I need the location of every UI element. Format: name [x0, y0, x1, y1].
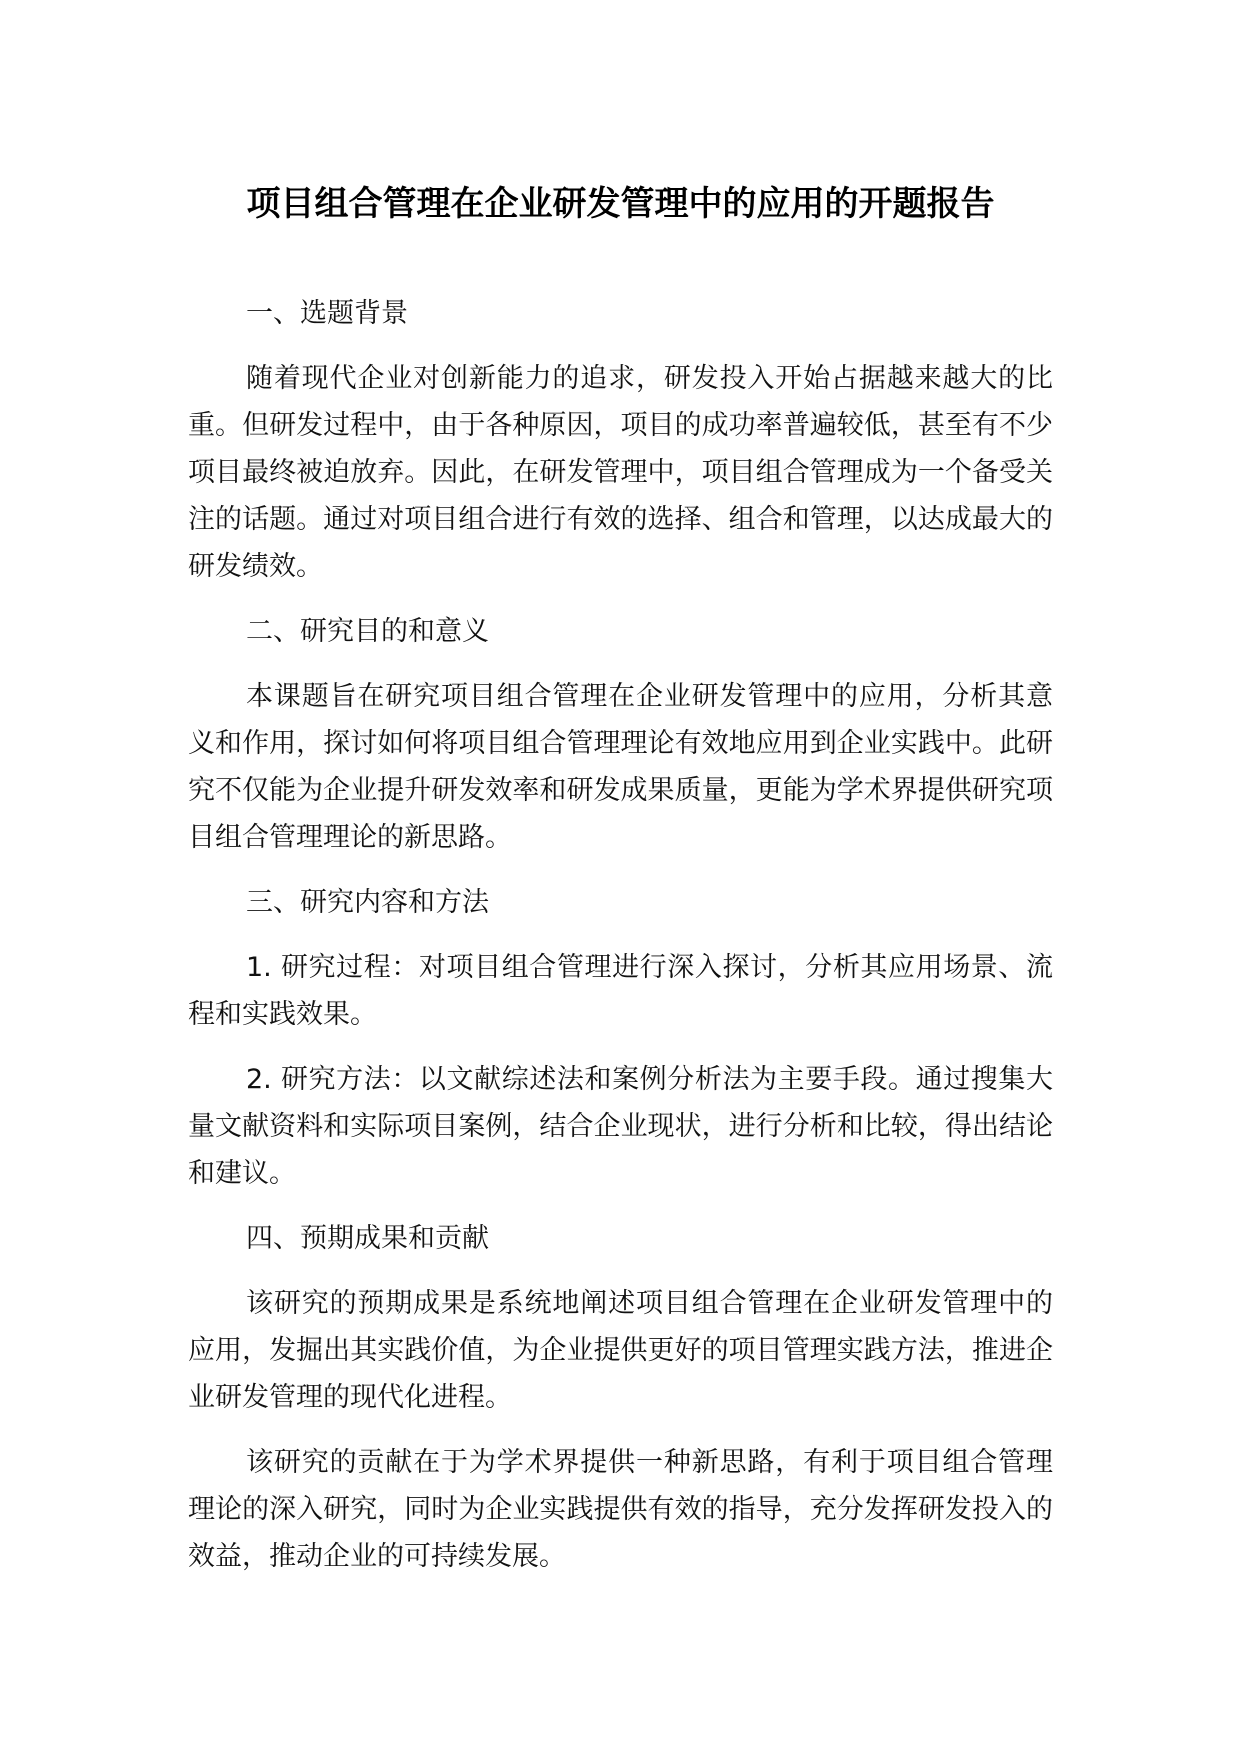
section-heading-purpose: 二、研究目的和意义	[246, 616, 489, 647]
section-heading-methods: 三、研究内容和方法	[246, 887, 489, 918]
paragraph-expected-results: 该研究的预期成果是系统地阐述项目组合管理在企业研发管理中的应用，发掘出其实践价值，为企业提供更好的项目管理实践方法，推进企业研发管理的现代化进程。	[188, 1288, 1053, 1413]
document-body	[188, 290, 1053, 1598]
document-title: 项目组合管理在企业研发管理中的应用的开题报告	[246, 184, 995, 224]
paragraph-contributions: 该研究的贡献在于为学术界提供一种新思路，有利于项目组合管理理论的深入研究，同时为企业实践提供有效的指导，充分发挥研发投入的效益，推动企业的可持续发展。	[188, 1447, 1053, 1572]
paragraph-purpose: 本课题旨在研究项目组合管理在企业研发管理中的应用，分析其意义和作用，探讨如何将项目组合管理理论有效地应用到企业实践中。此研究不仅能为企业提升研发效率和研发成果质量，更能为学术界提供研究项目组合管理理论的新思路。	[188, 681, 1053, 853]
section-heading-background: 一、选题背景	[246, 298, 408, 329]
list-item-research-method: 2. 研究方法：以文献综述法和案例分析法为主要手段。通过搜集大量文献资料和实际项目案例，结合企业现状，进行分析和比较，得出结论和建议。	[188, 1064, 1053, 1189]
list-item-research-process: 1. 研究过程：对项目组合管理进行深入探讨，分析其应用场景、流程和实践效果。	[188, 952, 1053, 1030]
paragraph-background: 随着现代企业对创新能力的追求，研发投入开始占据越来越大的比重。但研发过程中，由于各种原因，项目的成功率普遍较低，甚至有不少项目最终被迫放弃。因此，在研发管理中，项目组合管理成为一个备受关注的话题。通过对项目组合进行有效的选择、组合和管理，以达成最大的研发绩效。	[188, 363, 1053, 582]
section-heading-outcomes: 四、预期成果和贡献	[246, 1223, 489, 1254]
